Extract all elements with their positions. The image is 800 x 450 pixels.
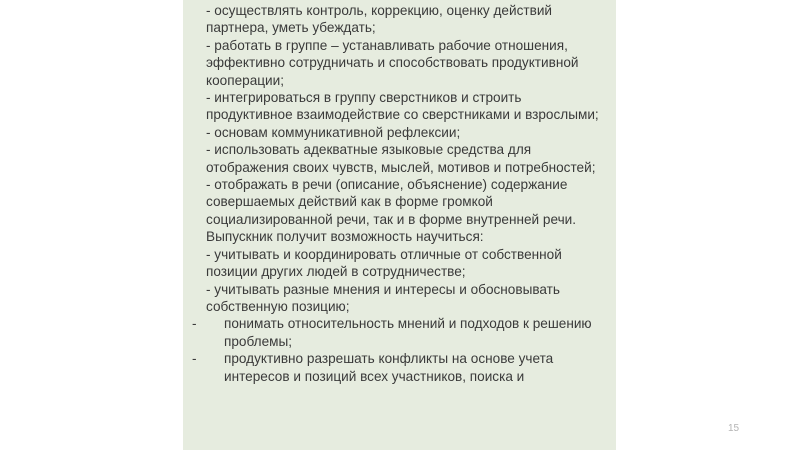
slide-text	[192, 2, 606, 385]
text-line: - осуществлять контроль, коррекцию, оценку действий партнера, уметь убеждать;	[206, 3, 553, 36]
bullet-dash: -	[192, 316, 197, 332]
text-line: - работать в группе – устанавливать рабочие отношения, эффективно сотрудничать и способствовать продуктивной кооперации;	[206, 37, 579, 88]
text-line: - основам коммуникативной рефлексии;	[206, 124, 461, 140]
text-line: - учитывать разные мнения и интересы и обосновывать собственную позицию;	[206, 281, 560, 314]
text-line: - интегрироваться в группу сверстников и строить продуктивное взаимодействие со сверстниками и взрослыми;	[206, 90, 599, 123]
text-line: - использовать адекватные языковые средства для отображения своих чувств, мыслей, мотивов и потребностей;	[206, 142, 596, 175]
section-heading: Выпускник получит возможность научиться:	[206, 229, 484, 245]
list-item-text: понимать относительность мнений и подходов к решению проблемы;	[224, 316, 592, 349]
text-line: - отображать в речи (описание, объяснение) содержание совершаемых действий как в форме громкой социализированной речи, так и в форме внутренней речи.	[206, 177, 577, 227]
list-item-text: продуктивно разрешать конфликты на основе учета интересов и позиций всех участников, поиска и	[224, 351, 554, 384]
list-item	[192, 350, 606, 385]
bullet-list	[192, 315, 606, 385]
slide-number: 15	[728, 423, 740, 434]
list-item	[192, 315, 606, 350]
text-line: - учитывать и координировать отличные от собственной позиции других людей в сотрудничестве;	[206, 246, 562, 280]
bullet-dash: -	[192, 351, 197, 367]
